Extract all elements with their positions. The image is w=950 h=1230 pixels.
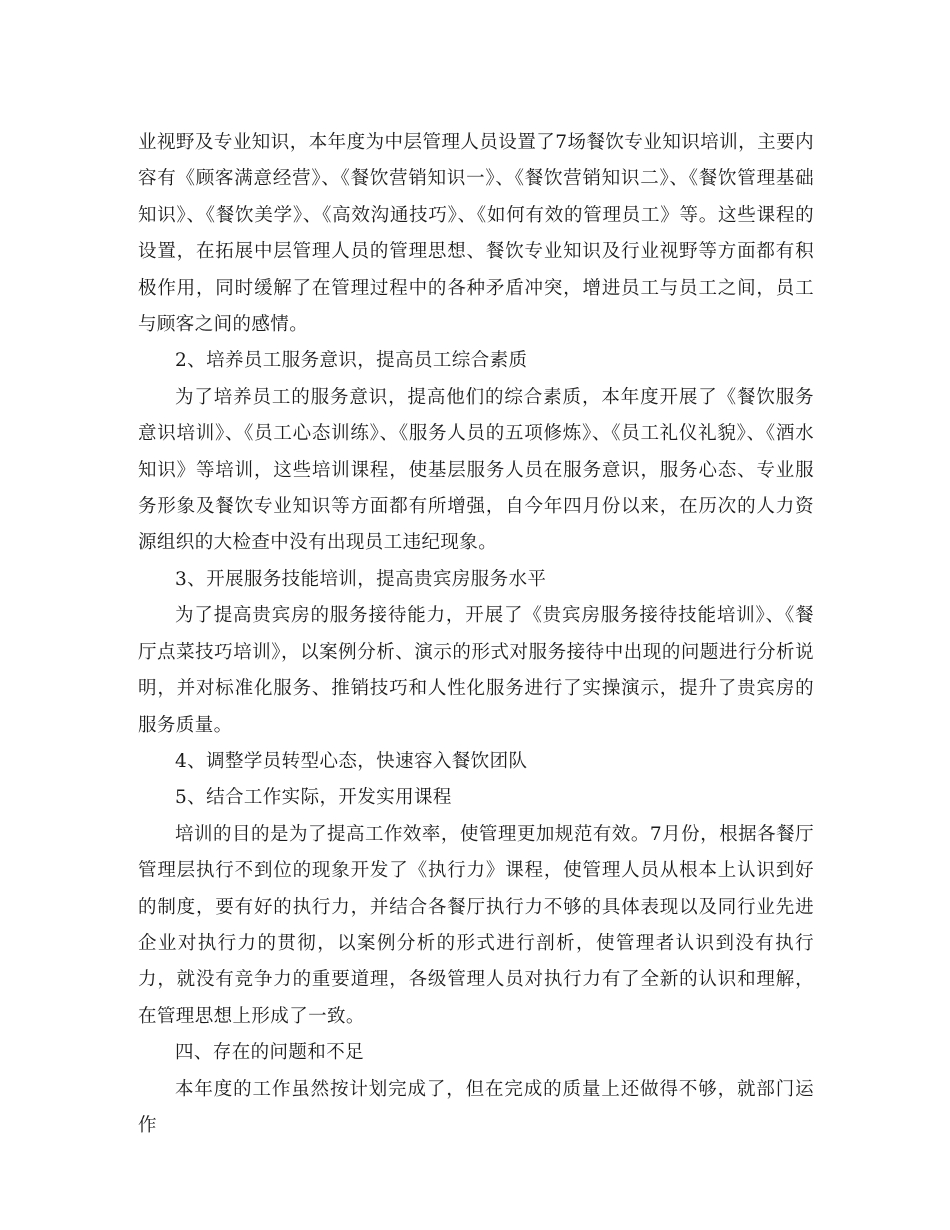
document-page [138, 125, 814, 1144]
body-paragraph: 业视野及专业知识，本年度为中层管理人员设置了7场餐饮专业知识培训，主要内容有《顾客满意经营》、《餐饮营销知识一》、《餐饮营销知识二》、《餐饮管理基础知识》、《餐饮美学》、《高效沟通技巧》、《如何有效的管理员工》等。这些课程的设置，在拓展中层管理人员的管理思想、餐饮专业知识及行业视野等方面都有积极作用，同时缓解了在管理过程中的各种矛盾冲突，增进员工与员工之间，员工与顾客之间的感情。 [138, 132, 814, 336]
body-paragraph: 为了培养员工的服务意识，提高他们的综合素质，本年度开展了《餐饮服务意识培训》、《员工心态训练》、《服务人员的五项修炼》、《员工礼仪礼貌》、《酒水知识》等培训，这些培训课程，使基层服务人员在服务意识，服务心态、专业服务形象及餐饮专业知识等方面都有所增强，自今年四月份以来，在历次的人力资源组织的大检查中没有出现员工违纪现象。 [138, 386, 814, 554]
body-paragraph: 为了提高贵宾房的服务接待能力，开展了《贵宾房服务接待技能培训》、《餐厅点菜技巧培训》，以案例分析、演示的形式对服务接待中出现的问题进行分析说明，并对标准化服务、推销技巧和人性化服务进行了实操演示，提升了贵宾房的服务质量。 [138, 605, 814, 736]
body-paragraph: 本年度的工作虽然按计划完成了，但在完成的质量上还做得不够，就部门运作 [138, 1078, 814, 1136]
section-heading: 5、结合工作实际，开发实用课程 [175, 787, 452, 809]
section-heading: 四、存在的问题和不足 [175, 1042, 365, 1064]
section-heading: 2、培养员工服务意识，提高员工综合素质 [175, 350, 528, 372]
body-paragraph: 培训的目的是为了提高工作效率，使管理更加规范有效。7月份，根据各餐厅管理层执行不到位的现象开发了《执行力》课程，使管理人员从根本上认识到好的制度，要有好的执行力，并结合各餐厅执行力不够的具体表现以及同行业先进企业对执行力的贯彻，以案例分析的形式进行剖析，使管理者认识到没有执行力，就没有竞争力的重要道理，各级管理人员对执行力有了全新的认识和理解，在管理思想上形成了一致。 [138, 823, 814, 1027]
section-heading: 3、开展服务技能培训，提高贵宾房服务水平 [175, 568, 547, 590]
section-heading: 4、调整学员转型心态，快速容入餐饮团队 [175, 750, 528, 772]
